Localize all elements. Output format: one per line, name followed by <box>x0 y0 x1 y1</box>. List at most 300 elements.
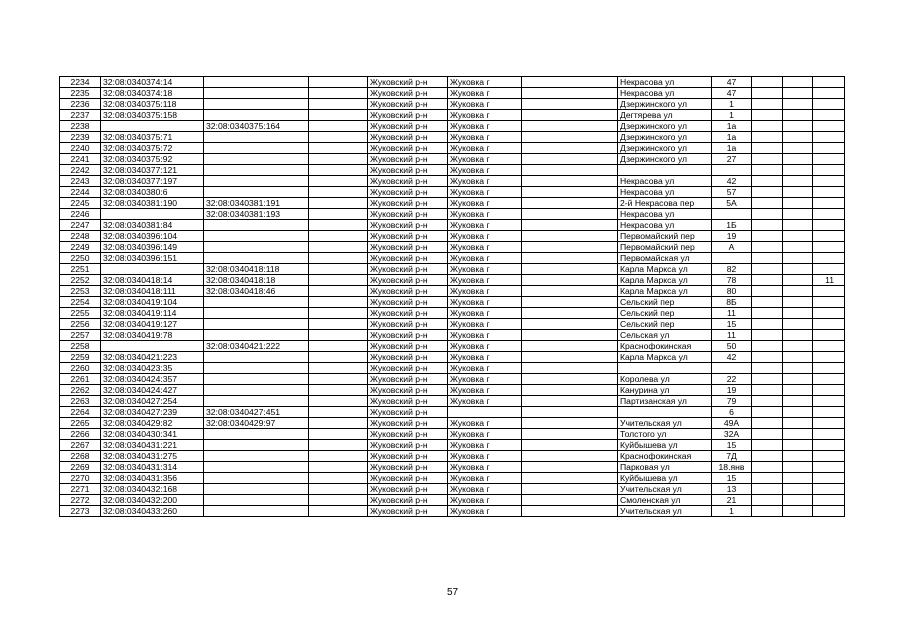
cell-locality: Жуковка г <box>448 440 522 451</box>
table-row <box>60 495 845 506</box>
cell-district: Жуковский р-н <box>368 407 448 418</box>
cell-col-7 <box>522 440 618 451</box>
cell-cadastral-number: 32:08:0340419:127 <box>101 319 204 330</box>
cell-col-12 <box>813 176 845 187</box>
cell-house-number: 15 <box>712 319 752 330</box>
cell-district: Жуковский р-н <box>368 231 448 242</box>
cell-street: Партизанская ул <box>618 396 712 407</box>
cell-col-11 <box>783 242 813 253</box>
cell-col-7 <box>522 132 618 143</box>
cell-col-10 <box>752 209 783 220</box>
cell-house-number: 18.янв <box>712 462 752 473</box>
cell-col-7 <box>522 154 618 165</box>
cell-district: Жуковский р-н <box>368 242 448 253</box>
cell-row-number: 2244 <box>60 187 101 198</box>
cell-col-4 <box>309 319 368 330</box>
cell-col-4 <box>309 374 368 385</box>
cell-linked-cadastral-number: 32:08:0340427:451 <box>204 407 309 418</box>
cell-col-4 <box>309 286 368 297</box>
cell-row-number: 2237 <box>60 110 101 121</box>
cell-col-4 <box>309 264 368 275</box>
cell-cadastral-number: 32:08:0340381:190 <box>101 198 204 209</box>
cell-district: Жуковский р-н <box>368 440 448 451</box>
cell-col-4 <box>309 484 368 495</box>
cell-col-11 <box>783 264 813 275</box>
cell-col-11 <box>783 341 813 352</box>
cell-col-12 <box>813 341 845 352</box>
cell-district: Жуковский р-н <box>368 143 448 154</box>
cell-col-12: 11 <box>813 275 845 286</box>
cell-locality: Жуковка г <box>448 385 522 396</box>
cell-district: Жуковский р-н <box>368 462 448 473</box>
cell-row-number: 2264 <box>60 407 101 418</box>
cell-street: Первомайский пер <box>618 242 712 253</box>
cell-cadastral-number: 32:08:0340380:6 <box>101 187 204 198</box>
cell-row-number: 2247 <box>60 220 101 231</box>
cell-house-number: 21 <box>712 495 752 506</box>
cell-col-7 <box>522 319 618 330</box>
cell-cadastral-number: 32:08:0340423:35 <box>101 363 204 374</box>
cell-locality: Жуковка г <box>448 176 522 187</box>
cell-col-12 <box>813 462 845 473</box>
cell-col-4 <box>309 253 368 264</box>
cell-row-number: 2246 <box>60 209 101 220</box>
cell-col-12 <box>813 297 845 308</box>
cell-locality: Жуковка г <box>448 264 522 275</box>
cell-linked-cadastral-number <box>204 385 309 396</box>
cell-col-12 <box>813 88 845 99</box>
cell-col-4 <box>309 121 368 132</box>
cell-cadastral-number: 32:08:0340375:118 <box>101 99 204 110</box>
cell-house-number: 47 <box>712 77 752 88</box>
cell-locality: Жуковка г <box>448 473 522 484</box>
cell-col-4 <box>309 176 368 187</box>
cell-col-10 <box>752 242 783 253</box>
cell-locality: Жуковка г <box>448 143 522 154</box>
table-row <box>60 231 845 242</box>
cell-col-7 <box>522 451 618 462</box>
cell-col-12 <box>813 187 845 198</box>
cell-row-number: 2273 <box>60 506 101 517</box>
cell-house-number: 50 <box>712 341 752 352</box>
cell-col-12 <box>813 132 845 143</box>
cell-col-10 <box>752 352 783 363</box>
cell-col-11 <box>783 484 813 495</box>
cell-locality: Жуковка г <box>448 297 522 308</box>
cell-linked-cadastral-number <box>204 132 309 143</box>
cell-col-11 <box>783 462 813 473</box>
cell-district: Жуковский р-н <box>368 286 448 297</box>
cell-row-number: 2240 <box>60 143 101 154</box>
cell-linked-cadastral-number <box>204 110 309 121</box>
cell-col-10 <box>752 429 783 440</box>
cell-col-4 <box>309 198 368 209</box>
cell-col-7 <box>522 253 618 264</box>
cell-col-4 <box>309 209 368 220</box>
cell-col-4 <box>309 440 368 451</box>
cell-col-10 <box>752 154 783 165</box>
cell-cadastral-number <box>101 121 204 132</box>
cell-locality: Жуковка г <box>448 451 522 462</box>
cell-col-12 <box>813 77 845 88</box>
cell-col-11 <box>783 319 813 330</box>
cell-street: Некрасова ул <box>618 187 712 198</box>
cell-col-11 <box>783 231 813 242</box>
cell-row-number: 2236 <box>60 99 101 110</box>
cell-col-10 <box>752 143 783 154</box>
cell-house-number: 79 <box>712 396 752 407</box>
table-row <box>60 77 845 88</box>
cell-cadastral-number: 32:08:0340375:158 <box>101 110 204 121</box>
cell-linked-cadastral-number: 32:08:0340418:46 <box>204 286 309 297</box>
cell-house-number: 5А <box>712 198 752 209</box>
cell-row-number: 2243 <box>60 176 101 187</box>
table-row <box>60 352 845 363</box>
cell-col-11 <box>783 154 813 165</box>
cell-cadastral-number: 32:08:0340375:71 <box>101 132 204 143</box>
table-row <box>60 242 845 253</box>
cell-col-12 <box>813 451 845 462</box>
cell-col-11 <box>783 429 813 440</box>
cell-col-4 <box>309 165 368 176</box>
cell-col-7 <box>522 165 618 176</box>
cell-street: Некрасова ул <box>618 176 712 187</box>
cell-row-number: 2272 <box>60 495 101 506</box>
cell-linked-cadastral-number <box>204 352 309 363</box>
cell-district: Жуковский р-н <box>368 154 448 165</box>
cell-locality: Жуковка г <box>448 396 522 407</box>
cell-locality: Жуковка г <box>448 286 522 297</box>
cell-cadastral-number: 32:08:0340419:104 <box>101 297 204 308</box>
cell-col-12 <box>813 286 845 297</box>
table-row <box>60 440 845 451</box>
cell-col-11 <box>783 275 813 286</box>
cell-locality: Жуковка г <box>448 110 522 121</box>
cell-locality: Жуковка г <box>448 495 522 506</box>
cell-col-12 <box>813 99 845 110</box>
cell-col-10 <box>752 374 783 385</box>
cell-col-12 <box>813 231 845 242</box>
cell-house-number: 1 <box>712 99 752 110</box>
cell-col-10 <box>752 286 783 297</box>
cell-col-11 <box>783 143 813 154</box>
cell-linked-cadastral-number: 32:08:0340421:222 <box>204 341 309 352</box>
cell-col-4 <box>309 407 368 418</box>
cell-col-10 <box>752 99 783 110</box>
table-row <box>60 396 845 407</box>
cell-col-7 <box>522 418 618 429</box>
cell-col-4 <box>309 462 368 473</box>
cell-col-12 <box>813 198 845 209</box>
cell-street: Учительская ул <box>618 506 712 517</box>
cell-locality: Жуковка г <box>448 165 522 176</box>
cell-linked-cadastral-number <box>204 220 309 231</box>
cell-house-number: 42 <box>712 176 752 187</box>
cell-house-number: 1 <box>712 110 752 121</box>
cell-col-7 <box>522 473 618 484</box>
cell-col-12 <box>813 396 845 407</box>
cell-house-number: 15 <box>712 473 752 484</box>
cell-col-7 <box>522 209 618 220</box>
cell-district: Жуковский р-н <box>368 374 448 385</box>
cell-house-number: 57 <box>712 187 752 198</box>
cell-col-4 <box>309 99 368 110</box>
cell-col-11 <box>783 363 813 374</box>
cell-street: Учительская ул <box>618 484 712 495</box>
cell-linked-cadastral-number <box>204 165 309 176</box>
cell-row-number: 2254 <box>60 297 101 308</box>
cell-col-10 <box>752 297 783 308</box>
cell-row-number: 2241 <box>60 154 101 165</box>
table-row <box>60 187 845 198</box>
cell-house-number: 1а <box>712 132 752 143</box>
cell-district: Жуковский р-н <box>368 264 448 275</box>
cell-cadastral-number: 32:08:0340432:200 <box>101 495 204 506</box>
cell-street <box>618 407 712 418</box>
cell-row-number: 2266 <box>60 429 101 440</box>
cell-locality: Жуковка г <box>448 231 522 242</box>
cell-col-12 <box>813 440 845 451</box>
cell-col-10 <box>752 187 783 198</box>
cell-col-7 <box>522 429 618 440</box>
table-row <box>60 451 845 462</box>
cell-col-7 <box>522 374 618 385</box>
cell-street: Карла Маркса ул <box>618 264 712 275</box>
cell-street: Сельский пер <box>618 319 712 330</box>
cell-cadastral-number: 32:08:0340421:223 <box>101 352 204 363</box>
cell-locality: Жуковка г <box>448 462 522 473</box>
cell-col-10 <box>752 176 783 187</box>
cell-cadastral-number <box>101 209 204 220</box>
cell-house-number: 11 <box>712 308 752 319</box>
cell-district: Жуковский р-н <box>368 330 448 341</box>
cell-street: Карла Маркса ул <box>618 352 712 363</box>
cell-col-7 <box>522 286 618 297</box>
table-row <box>60 506 845 517</box>
cell-linked-cadastral-number: 32:08:0340381:193 <box>204 209 309 220</box>
cell-col-12 <box>813 352 845 363</box>
cell-col-4 <box>309 88 368 99</box>
cell-col-7 <box>522 352 618 363</box>
cell-linked-cadastral-number: 32:08:0340418:118 <box>204 264 309 275</box>
registry-table <box>59 76 845 517</box>
cell-col-4 <box>309 143 368 154</box>
cell-linked-cadastral-number <box>204 330 309 341</box>
cell-house-number: 7Д <box>712 451 752 462</box>
table-row <box>60 429 845 440</box>
cell-house-number <box>712 253 752 264</box>
cell-col-4 <box>309 506 368 517</box>
cell-col-10 <box>752 308 783 319</box>
cell-col-4 <box>309 363 368 374</box>
cell-street: Учительская ул <box>618 418 712 429</box>
table-row <box>60 198 845 209</box>
cell-street: Дзержинского ул <box>618 121 712 132</box>
cell-district: Жуковский р-н <box>368 297 448 308</box>
cell-col-4 <box>309 495 368 506</box>
table-row <box>60 275 845 286</box>
cell-locality: Жуковка г <box>448 363 522 374</box>
cell-col-11 <box>783 374 813 385</box>
cell-row-number: 2265 <box>60 418 101 429</box>
cell-district: Жуковский р-н <box>368 363 448 374</box>
cell-col-10 <box>752 220 783 231</box>
cell-col-12 <box>813 506 845 517</box>
cell-col-7 <box>522 176 618 187</box>
cell-col-12 <box>813 319 845 330</box>
cell-col-12 <box>813 253 845 264</box>
cell-street: Дзержинского ул <box>618 99 712 110</box>
cell-col-10 <box>752 506 783 517</box>
cell-col-11 <box>783 297 813 308</box>
cell-row-number: 2245 <box>60 198 101 209</box>
cell-street: Краснофокинская <box>618 341 712 352</box>
cell-col-4 <box>309 341 368 352</box>
table-row <box>60 121 845 132</box>
cell-linked-cadastral-number <box>204 396 309 407</box>
cell-col-12 <box>813 330 845 341</box>
cell-locality: Жуковка г <box>448 418 522 429</box>
cell-street: Карла Маркса ул <box>618 286 712 297</box>
table-row <box>60 132 845 143</box>
cell-house-number <box>712 209 752 220</box>
page-number: 57 <box>446 587 459 598</box>
table-row <box>60 253 845 264</box>
cell-cadastral-number: 32:08:0340431:356 <box>101 473 204 484</box>
cell-col-11 <box>783 110 813 121</box>
cell-row-number: 2257 <box>60 330 101 341</box>
cell-col-11 <box>783 88 813 99</box>
cell-street: Дзержинского ул <box>618 143 712 154</box>
cell-col-4 <box>309 385 368 396</box>
cell-locality: Жуковка г <box>448 198 522 209</box>
cell-house-number: 19 <box>712 231 752 242</box>
cell-district: Жуковский р-н <box>368 110 448 121</box>
cell-locality: Жуковка г <box>448 484 522 495</box>
cell-street: Королева ул <box>618 374 712 385</box>
cell-street: Некрасова ул <box>618 77 712 88</box>
cell-col-10 <box>752 88 783 99</box>
cell-col-11 <box>783 220 813 231</box>
cell-cadastral-number: 32:08:0340375:72 <box>101 143 204 154</box>
cell-locality: Жуковка г <box>448 209 522 220</box>
cell-col-4 <box>309 396 368 407</box>
cell-locality <box>448 407 522 418</box>
cell-col-4 <box>309 154 368 165</box>
table-row <box>60 88 845 99</box>
cell-linked-cadastral-number <box>204 242 309 253</box>
cell-locality: Жуковка г <box>448 132 522 143</box>
cell-col-7 <box>522 264 618 275</box>
cell-locality: Жуковка г <box>448 374 522 385</box>
cell-col-11 <box>783 473 813 484</box>
cell-district: Жуковский р-н <box>368 451 448 462</box>
cell-row-number: 2249 <box>60 242 101 253</box>
cell-street: Смоленская ул <box>618 495 712 506</box>
cell-col-11 <box>783 165 813 176</box>
cell-district: Жуковский р-н <box>368 88 448 99</box>
cell-col-11 <box>783 440 813 451</box>
cell-col-12 <box>813 154 845 165</box>
cell-street: Карла Маркса ул <box>618 275 712 286</box>
cell-cadastral-number: 32:08:0340375:92 <box>101 154 204 165</box>
cell-district: Жуковский р-н <box>368 396 448 407</box>
cell-col-11 <box>783 308 813 319</box>
cell-district: Жуковский р-н <box>368 132 448 143</box>
cell-col-10 <box>752 484 783 495</box>
cell-col-11 <box>783 253 813 264</box>
cell-house-number: 11 <box>712 330 752 341</box>
cell-cadastral-number: 32:08:0340431:314 <box>101 462 204 473</box>
cell-cadastral-number: 32:08:0340427:254 <box>101 396 204 407</box>
cell-cadastral-number: 32:08:0340430:341 <box>101 429 204 440</box>
cell-col-12 <box>813 220 845 231</box>
cell-street <box>618 165 712 176</box>
cell-row-number: 2250 <box>60 253 101 264</box>
cell-linked-cadastral-number <box>204 253 309 264</box>
cell-row-number: 2255 <box>60 308 101 319</box>
cell-cadastral-number: 32:08:0340374:18 <box>101 88 204 99</box>
cell-district: Жуковский р-н <box>368 506 448 517</box>
cell-linked-cadastral-number <box>204 231 309 242</box>
cell-col-7 <box>522 297 618 308</box>
cell-col-7 <box>522 88 618 99</box>
cell-row-number: 2253 <box>60 286 101 297</box>
cell-col-11 <box>783 352 813 363</box>
cell-district: Жуковский р-н <box>368 99 448 110</box>
cell-district: Жуковский р-н <box>368 198 448 209</box>
cell-col-11 <box>783 121 813 132</box>
cell-col-10 <box>752 132 783 143</box>
cell-col-10 <box>752 462 783 473</box>
cell-street: Первомайский пер <box>618 231 712 242</box>
cell-col-7 <box>522 495 618 506</box>
cell-col-10 <box>752 385 783 396</box>
cell-col-11 <box>783 286 813 297</box>
cell-col-12 <box>813 242 845 253</box>
cell-linked-cadastral-number <box>204 429 309 440</box>
cell-linked-cadastral-number <box>204 363 309 374</box>
cell-cadastral-number: 32:08:0340427:239 <box>101 407 204 418</box>
table-row <box>60 462 845 473</box>
cell-district: Жуковский р-н <box>368 473 448 484</box>
table-row <box>60 176 845 187</box>
cell-col-11 <box>783 198 813 209</box>
cell-cadastral-number: 32:08:0340424:427 <box>101 385 204 396</box>
cell-col-12 <box>813 165 845 176</box>
cell-linked-cadastral-number <box>204 495 309 506</box>
cell-row-number: 2235 <box>60 88 101 99</box>
cell-row-number: 2258 <box>60 341 101 352</box>
cell-linked-cadastral-number <box>204 143 309 154</box>
cell-col-7 <box>522 396 618 407</box>
cell-district: Жуковский р-н <box>368 429 448 440</box>
cell-col-4 <box>309 297 368 308</box>
cell-col-12 <box>813 308 845 319</box>
cell-col-11 <box>783 495 813 506</box>
cell-col-12 <box>813 121 845 132</box>
table-row <box>60 363 845 374</box>
table-row <box>60 99 845 110</box>
cell-locality: Жуковка г <box>448 330 522 341</box>
cell-col-10 <box>752 198 783 209</box>
cell-locality: Жуковка г <box>448 154 522 165</box>
cell-street: Некрасова ул <box>618 220 712 231</box>
cell-col-10 <box>752 121 783 132</box>
table-row <box>60 110 845 121</box>
cell-linked-cadastral-number: 32:08:0340418:18 <box>204 275 309 286</box>
table-row <box>60 374 845 385</box>
